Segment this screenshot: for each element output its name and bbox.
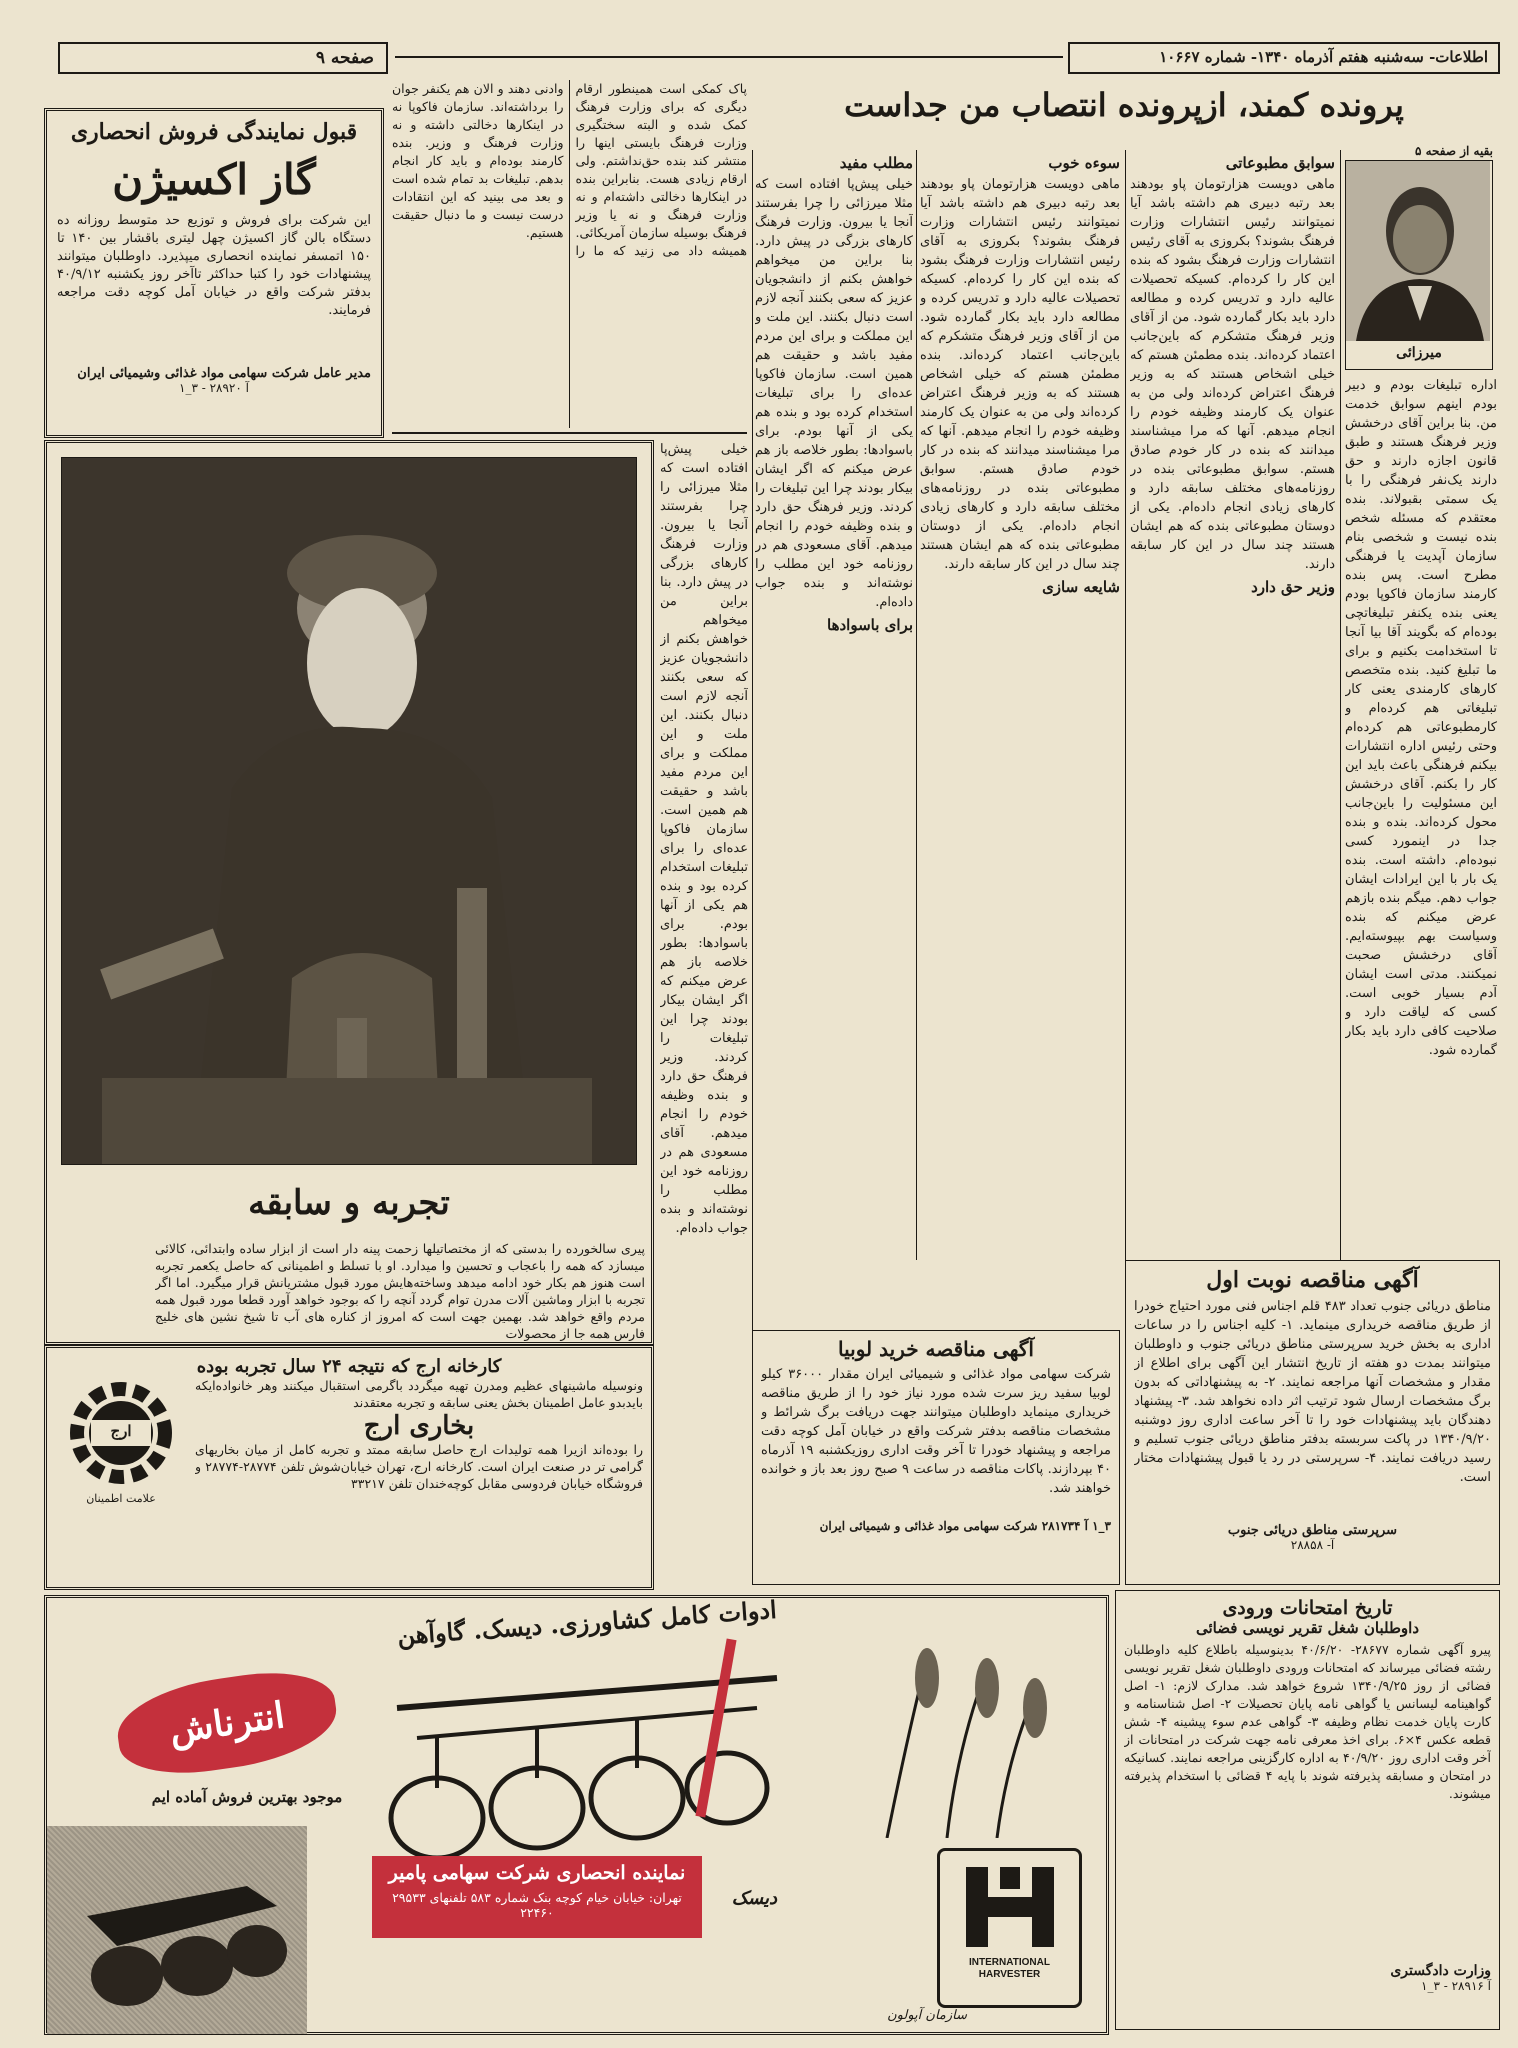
forge-photo-frame [61, 457, 637, 1165]
tender-signature: سرپرستی مناطق دریائی جنوب [1227, 1523, 1398, 1538]
top-middle-column: پاک کمکی است همینطور ارقام دیگری که برای وزارت فرهنگ کمک شده و البته سختگیری وزارت فرهنگ بایستی اینها را منتشر کند بنده حق‌نداشتم. ولی ارقام زیادی هست. بنابراین بنده در اینکارها دخالتی داشته‌ام و نه وزارت فرهنگ و نه یا وزیر فرهنگ بوسیله سازمان آمریکائی. همیشه داد می زنید که ما را وادنی دهند و الان هم یکنفر جوان را برداشته‌اند. سازمان فاکوپا نه در اینکارها دخالتی داشته و نه وزارت فرهنگ و وزیر. بنده کارمند بوده‌ام و باید کار انجام بدهم. تبلیغات بد تمام شده است و بعد می بینید که این انتقادات درست نیست و ما دنبال حقیقت هستیم. [392, 81, 747, 258]
tender-body: مناطق دریائی جنوب تعداد ۴۸۳ قلم اجناس فنی مورد احتیاج خودرا از طریق مناقصه خریداری مینماید. ۱- کلیه اجناس را در ساعات اداری به بخش خرید سرپرستی مناطق دریائی جنوب و داوطلبان میتوانند بمدت دو هفته از تاریخ انتشار این آگهی برای اطلاع از مقدار و مشخصات آنها مراجعه نمایند. ۲- به پیشنهاداتی که بدون برگ مشخصات ارسال شود ترتیب اثر داده نخواهد شد. ۳- پیشنهاد دهندگان باید پیشنهادات خود را تا آخر ساعت اداری روز دوشنبه ۱۳۴۰/۹/۲۰ در پاکت سربسته بدفتر مناطق دریائی جنوب تسلیم و رسید دریافت نمایند. ۴- سرپرستی در رد یا قبول پیشنهادات مختار است. [1134, 1299, 1491, 1485]
main-col-4-text: خیلی پیش‌پا افتاده است که مثلا میرزائی را چرا بفرستند آنجا یا بیرون. وزارت فرهنگ کارهای بزرگی در پیش دارد. بنا براین من میخواهم خواهش بکنم از دانشجویان عزیز که سعی بکنند آنجه لازم است دنبال بکنند. این ملت و این مملکت و برای این مردم مفید باشد و حقیقت هم همین است. سازمان فاکوپا عده‌ای را برای تبلیغات استخدام کرده بود و بنده هم یکی از آنها بودم. برای باسوادها: بطور خلاصه باز هم عرض میکنم که اگر ایشان بیکار بودند چرا این تبلیغات را کردند. وزیر فرهنگ حق دارد و بنده وظیفه خودم را انجام میدهم. آقای مسعودی هم در روزنامه خود این مطلب را نوشته‌اند و بنده جواب داده‌ام. [755, 177, 913, 610]
main-col-3-text-a: ماهی دویست هزارتومان پاو بودهند بعد رتبه دبیری هم داشته باشد آیا نمیتوانند رئیس انتشارات وزارت فرهنگ بشوند؟ بکروزی به آقای رئیس انتشارات وزارت فرهنگ بشود که بنده این کار را کرده‌ام. کسیکه تحصیلات عالیه دارد و تدریس کرده و مطالعه دارد باید بکار گمارده شود. من از آقای وزیر فرهنگ متشکرم که باین‌جانب اعتماد کرده‌اند. بنده مطمئن هستم که خیلی اشخاص هستند که به وزیر فرهنگ اعتراض کرده‌اند ولی من به عنوان یک کارمند وظیفه خودم را انجام میدهم. آنها که مرا میشناسند میدانند که بنده در کار خودم صادق هستم. سوابق مطبوعاتی بنده در روزنامه‌های مختلف سابقه دارد و کارهای زیادی انجام داده‌ام. یکی از دوستان مطبوعاتی بنده که هم ایشان هستند چند سال در این کار سابقه دارند. [920, 177, 1120, 572]
subhead-literate: برای باسوادها [827, 616, 913, 634]
main-col-5 [660, 440, 748, 1340]
exam-subheadline: داوطلبان شغل تقریر نویسی فضائی [1195, 1619, 1420, 1637]
intl-sub: موجود بهترین فروش آماده ایم [151, 1788, 343, 1806]
gas-ad-ref: آ ۲۸۹۲۰ - ۳_۱ [179, 381, 249, 395]
disk-harrow-illustration [377, 1638, 797, 1888]
gas-ad [44, 108, 384, 438]
col-rule-1 [1340, 150, 1341, 1260]
exam-body: پیرو آگهی شماره ۲۸۶۷۷- ۴۰/۶/۲۰ بدینوسیله باطلاع کلیه داوطلبان رشته فضائی میرساند که امتحانات ورودی داوطلبان شغل تقریر نویسی فضائی از روز ۱۳۴۰/۹/۲۵ شروع خواهد شد. مدارک لازم: ۱- اصل گواهینامه لیسانس یا گواهی نامه پایان تحصیلات ۲- اصل شناسنامه و کارت پایان خدمت نظام وظیفه ۳- گواهی عدم سوء پیشینه ۴- شش قطعه عکس ۴×۶. برای اخذ معرفی نامه جهت شرکت در امتحانات از آخر وقت اداری روز ۴۰/۹/۲۰ به اداره کارگزینی مراجعه نمایند. کسانیکه در امتحان و مسابقه پذیرفته شوند با پایه ۴ قضائی با استخدام پذیرفته میشوند. [1124, 1642, 1491, 1801]
arj-logo [61, 1378, 181, 1508]
intl-brand-badge [112, 1663, 342, 1783]
exam-headline: تاریخ امتحانات ورودی [1222, 1597, 1393, 1619]
exam-ref: آ ۲۸۹۱۶ - ۳_۱ [1421, 1979, 1491, 1993]
ih-logo-badge [937, 1848, 1082, 2008]
main-col-3 [920, 150, 1120, 1256]
exam-notice [1115, 1590, 1500, 2030]
portrait-photo [1346, 161, 1490, 341]
main-headline: پرونده کمند، ازپرونده انتصاب من جداست [844, 86, 1404, 124]
subhead-rumor: شایعه سازی [1042, 578, 1120, 596]
main-col-2 [1130, 150, 1335, 1256]
exam-signature: وزارت دادگستری [1390, 1963, 1491, 1979]
disk-label: دیسک [731, 1888, 777, 1909]
subhead-records: سوابق مطبوعاتی [1225, 154, 1335, 172]
main-col-1-lower [1345, 376, 1497, 1256]
tender-headline: آگهی مناقصه نوبت اول [1206, 1267, 1419, 1293]
bean-ad-body: شرکت سهامی مواد غذائی و شیمیائی ایران مقدار ۳۶۰۰۰ کیلو لوبیا سفید ریز سرت شده مورد نیاز خود را از طریق مناقصه خریداری مینماید داوطلبان میتوانند جهت دریافت برگ شرائط و مشخصات مناقصه بدفتر شرکت واقع در خیابان آمل کوچه دقت مراجعه و پیشنهاد خودرا تا آخر وقت اداری روزیکشنبه ۱۹ آذرماه ۴۰ بپردازند. پاکات مناقصه در ساعت ۹ صبح روز بعد باز و خوانده خواهند شد. [761, 1367, 1111, 1496]
main-col-1-text: اداره تبلیغات بودم و دبیر بودم اینهم سوابق خدمت من. بنا براین آقای درخشش وزیر فرهنگ هستند و طبق قانون اجازه دارند و حق دارند یک‌نفر فرهنگی را با یک سمتی بقبولاند. بنده معتقدم که مسئله شخص بنده نیست و شخصی بنام سازمان آپدیت یا فرهنگی مطرح است. پس بنده کارمند سازمان فاکوپا بودم یعنی بنده یکنفر تبلیغاتچی بوده‌ام که بگویند آقا بیا آنجا تا استخدامت بکنیم و برای ما تبلیغ کنید. بنده متخصص کارهای کارمندی یعنی کار تبلیغاتی هم کرده‌ام و کارمطبوعاتی هم کرده‌ام وحتی رئیس اداره انتشارات بیکنم فرهنگی باعث باید این کار را بکنم. آقای درخشش این مسئولیت را باین‌جانب محول کرده‌اند. بنده و بنده جدا در اینمورد کسی نبوده‌ام. داشته است. بنده یک بار با این ایرادات ایشان جواب دهم. میگم بنده بازهم عرض میکنم که بنده وسیاست بهم بپیوسته‌ایم. آقای درخشش صحبت نمیکنند. مدتی است ایشان آدم بسیار خوبی است. کسی که لیاقت دارد و صلاحیت کافی دارد باید بکار گمارده شود. [1345, 378, 1497, 1058]
page-number: صفحه ۹ [315, 48, 374, 68]
portrait-photo-frame [1345, 160, 1493, 370]
pamir-rep-banner [372, 1856, 702, 1938]
gas-ad-brand: گاز اکسیژن [112, 155, 316, 204]
gas-ad-headline: قبول نمایندگی فروش انحصاری [70, 119, 358, 145]
forge-ad-headline: تجربه و سابقه [248, 1183, 450, 1223]
forge-footer-top: را بوده‌اند ازیرا همه تولیدات ارج حاصل سابقه ممتد و تجربه کامل از میان بخاریهای [195, 1442, 643, 1457]
harvester-ad [44, 1595, 1109, 2035]
photo-caption: میرزائی [1396, 345, 1442, 361]
col-rule-2 [1125, 150, 1126, 1260]
forge-ad [44, 440, 654, 1345]
subhead-bad: سوءه خوب [1048, 154, 1120, 172]
pamir-rep-line2: تهران: خیابان خیام کوچه بنک شماره ۵۸۳ تلفنهای ۲۹۵۳۳ ۲۲۴۶۰ [392, 1890, 682, 1920]
bean-tender-ad [752, 1330, 1120, 1585]
col-rule-4 [752, 150, 753, 1330]
forge-tagline-2: ونوسیله ماشینهای عظیم ومدرن تهیه میگردد باگرمی استقبال میکنند وهر خانواده‌ایکه بایدبدو عامل اطمینان بخش یعنی سابقه و تجربه معتقدند [195, 1378, 643, 1410]
subhead-useful: مطلب مفید [839, 154, 913, 172]
col-rule-3 [916, 150, 917, 1260]
intl-brand: انترناش [166, 1694, 288, 1752]
forge-ad-lower [44, 1345, 654, 1590]
arj-logo-sub: علامت اطمینان [86, 1492, 156, 1505]
bean-ad-ref: ۳_۱ آ ۲۸۱۷۳۴ شرکت سهامی مواد غذائی و شیمیائی ایران [819, 1519, 1111, 1533]
main-col-5-text: خیلی پیش‌پا افتاده است که مثلا میرزائی را چرا بفرستند آنجا یا بیرون. وزارت فرهنگ کارهای بزرگی در پیش دارد. بنا براین من میخواهم خواهش بکنم از دانشجویان عزیز که سعی بکنند آنجه لازم است دنبال بکنند. این ملت و این مملکت و برای این مردم مفید باشد و حقیقت هم همین است. سازمان فاکوپا عده‌ای را برای تبلیغات استخدام کرده بود و بنده هم یکی از آنها بودم. برای باسوادها: بطور خلاصه باز هم عرض میکنم که اگر ایشان بیکار بودند چرا این تبلیغات را کردند. وزیر فرهنگ حق دارد و بنده وظیفه خودم را انجام میدهم. آقای مسعودی هم در روزنامه خود این مطلب را نوشته‌اند و بنده جواب داده‌ام. [660, 442, 748, 1236]
blacksmith-photo [62, 458, 636, 1164]
pamir-rep-line1: نماینده انحصاری شرکت سهامی پامیر [388, 1862, 686, 1884]
harvester-slogan: ادوات کامل کشاورزی. دیسک. گاوآهن [396, 1594, 778, 1651]
masthead-box [1068, 42, 1500, 74]
main-col-2-text: ماهی دویست هزارتومان پاو بودهند بعد رتبه دبیری هم داشته باشد آیا نمیتوانند رئیس انتشارات وزارت فرهنگ بشوند؟ بکروزی به آقای رئیس انتشارات وزارت فرهنگ بشود که بنده این کار را کرده‌ام. کسیکه تحصیلات عالیه دارد و تدریس کرده و مطالعه دارد باید بکار گمارده شود. من از آقای وزیر فرهنگ متشکرم که باین‌جانب اعتماد کرده‌اند. بنده مطمئن هستم که خیلی اشخاص هستند که به وزیر فرهنگ اعتراض کرده‌اند ولی من به عنوان یک کارمند وظیفه خودم را انجام میدهم. آنها که مرا میشناسند میدانند که بنده در کار خودم صادق هستم. سوابق مطبوعاتی بنده در روزنامه‌های مختلف سابقه دارد و کارهای زیادی انجام داده‌ام. یکی از دوستان مطبوعاتی بنده که هم ایشان هستند چند سال در این کار سابقه دارند. [1130, 177, 1335, 572]
forge-footer-text: گرامی تر در صنعت ایران است. کارخانه ارج، تهران خیابان‌شوش تلفن ۲۸۷۷۴-۲۸۷۷۴ و فروشگاه خیابان فردوسی مقابل کوچه‌خندان تلفن ۳۳۲۱۷ [195, 1459, 643, 1491]
forge-footer [195, 1441, 643, 1509]
agency-label: سازمان آپولون [887, 2008, 967, 2023]
subhead-minister: وزیر حق دارد [1251, 578, 1335, 596]
plow-photo [47, 1826, 307, 2034]
header-rule [395, 56, 1063, 58]
bean-ad-headline: آگهی مناقصه خرید لوبیا [838, 1337, 1034, 1361]
continued-label: بقیه از صفحه ۵ [1414, 144, 1493, 158]
gas-ad-body: این شرکت برای فروش و توزیع حد متوسط روزانه ده دستگاه بالن گاز اکسیژن چهل لیتری باقشار بین ۱۴۰ تا ۱۵۰ اتمسفر نماینده انحصاری میپذیرد. داوطلبان میتوانند پیشنهادات خود را کتبا حداکثر تاآخر روز یکشنبه ۴۰/۹/۱۲ بدفتر شرکت واقع در خیابان آمل کوچه دقت مراجعه فرمایند. [57, 213, 371, 318]
top-middle-rule [392, 432, 747, 434]
main-col-4 [755, 150, 913, 1256]
forge-tagline: کارخانه ارج که نتیجه ۲۴ سال تجربه بوده [196, 1356, 502, 1377]
page-number-box [58, 42, 388, 74]
plow-photo-art [47, 1826, 307, 2034]
forge-product: بخاری ارج [363, 1411, 475, 1441]
wheat-illustration [827, 1638, 1067, 1838]
gas-ad-signature: مدیر عامل شرکت سهامی مواد غذائی وشیمیائی ایران [77, 366, 371, 381]
forge-ad-body: پیری سالخورده را بدستی که از مختصاتیلها زحمت پینه دار است از ابزار ساده وابتدائی، کالائی میسازد که همه را باعجاب و تحسین وا میدارد. او با تسلط و اطمینانی که حاصل یکعمر تجربه است هنوز هم بکار خود ادامه میدهد وساخته‌هایش مورد قبول مشتریانش قرار میگیرد. اما اگر تجربه با ابزار وماشین آلات مدرن توام گردد آنچه را که بوجود خواهد آورد قطعا مورد قبول همه مردم واقع خواهد شد. بهمین جهت است که امروز از کناره های آب تا شیخ نشین های خلیج فارس همه جا از محصولات [155, 1241, 645, 1341]
masthead: اطلاعات- سه‌شنبه هفتم آذرماه ۱۳۴۰- شماره ۱۰۶۶۷ [1159, 48, 1488, 66]
ih-logo-icon [946, 1857, 1074, 1957]
ih-logo-text: INTERNATIONAL HARVESTER [969, 1957, 1050, 1980]
tender-notice [1125, 1260, 1500, 1585]
tender-ref: آ- ۲۸۸۵۸ [1290, 1538, 1335, 1552]
arj-logo-text: ارج [110, 1422, 132, 1440]
